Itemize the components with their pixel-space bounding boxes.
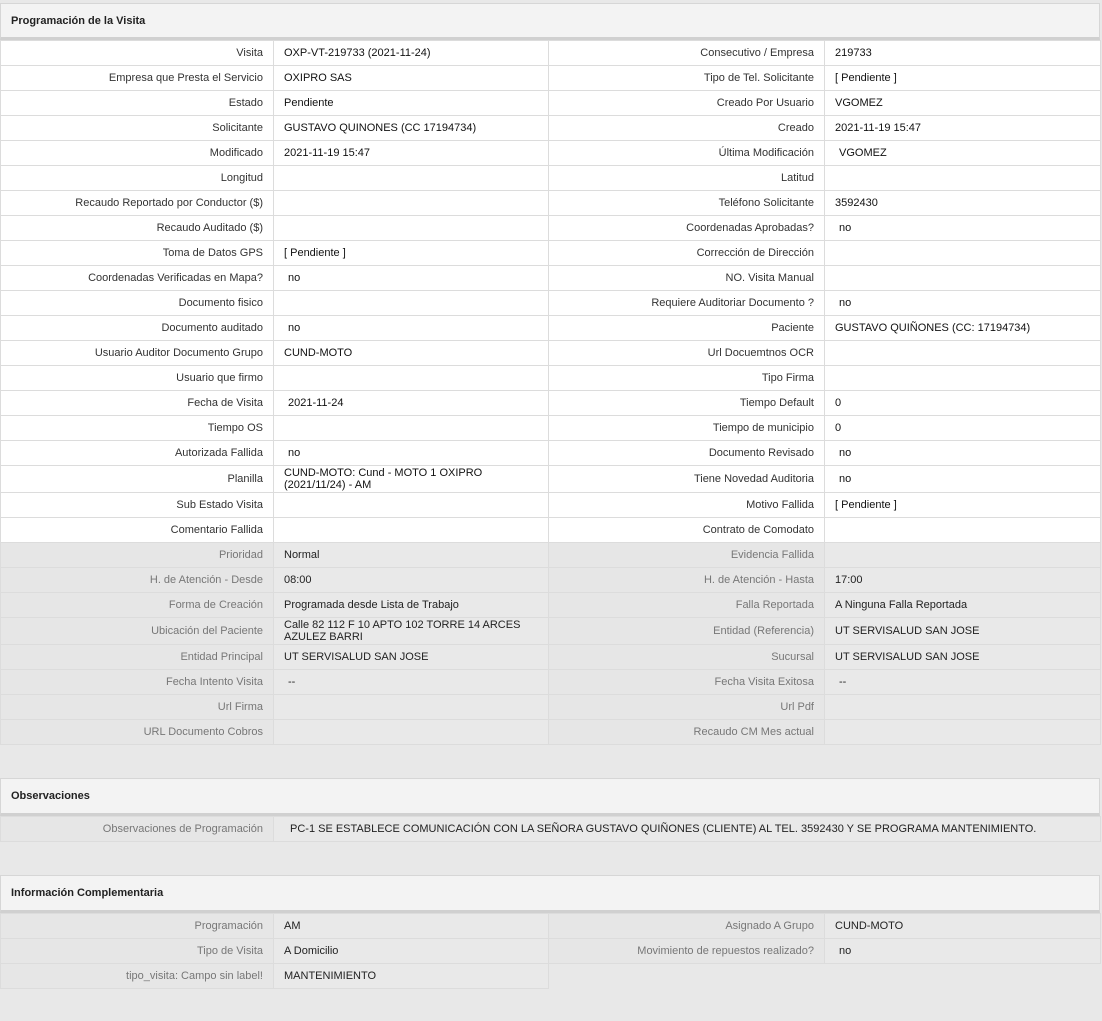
field-value bbox=[825, 695, 1101, 720]
field-label: H. de Atención - Hasta bbox=[549, 568, 825, 593]
field-label: Planilla bbox=[1, 466, 274, 493]
field-label: Coordenadas Aprobadas? bbox=[549, 216, 825, 241]
field-value: VGOMEZ bbox=[825, 91, 1101, 116]
form-row bbox=[1, 391, 1101, 416]
field-label: Tipo de Visita bbox=[1, 939, 274, 964]
field-value: no bbox=[274, 266, 549, 291]
field-value: MANTENIMIENTO bbox=[274, 964, 549, 989]
field-label: URL Documento Cobros bbox=[1, 720, 274, 745]
form-row bbox=[1, 141, 1101, 166]
field-label: Tipo Firma bbox=[549, 366, 825, 391]
form-row bbox=[1, 291, 1101, 316]
field-value bbox=[274, 493, 549, 518]
field-label: Autorizada Fallida bbox=[1, 441, 274, 466]
field-value: 0 bbox=[825, 391, 1101, 416]
field-value: -- bbox=[825, 670, 1101, 695]
field-label: Recaudo Auditado ($) bbox=[1, 216, 274, 241]
field-value: no bbox=[274, 441, 549, 466]
field-label: Movimiento de repuestos realizado? bbox=[549, 939, 825, 964]
field-label: Requiere Auditoriar Documento ? bbox=[549, 291, 825, 316]
complementaria-table bbox=[0, 913, 1101, 989]
field-label: Última Modificación bbox=[549, 141, 825, 166]
form-row bbox=[1, 466, 1101, 493]
field-label: Motivo Fallida bbox=[549, 493, 825, 518]
field-label: Sub Estado Visita bbox=[1, 493, 274, 518]
form-row bbox=[1, 266, 1101, 291]
field-value: 2021-11-19 15:47 bbox=[274, 141, 549, 166]
form-row bbox=[1, 593, 1101, 618]
field-label: Visita bbox=[1, 41, 274, 66]
form-row bbox=[1, 91, 1101, 116]
field-label: Tiempo de municipio bbox=[549, 416, 825, 441]
field-value bbox=[825, 266, 1101, 291]
field-value: no bbox=[274, 316, 549, 341]
form-row bbox=[1, 366, 1101, 391]
field-value: [ Pendiente ] bbox=[825, 493, 1101, 518]
observaciones-label: Observaciones de Programación bbox=[1, 817, 274, 842]
field-label: Prioridad bbox=[1, 543, 274, 568]
field-label: Comentario Fallida bbox=[1, 518, 274, 543]
field-value: Pendiente bbox=[274, 91, 549, 116]
field-value: VGOMEZ bbox=[825, 141, 1101, 166]
form-row bbox=[1, 41, 1101, 66]
field-label: Modificado bbox=[1, 141, 274, 166]
field-value: 3592430 bbox=[825, 191, 1101, 216]
field-value bbox=[274, 416, 549, 441]
field-label: Teléfono Solicitante bbox=[549, 191, 825, 216]
field-label: Entidad Principal bbox=[1, 645, 274, 670]
field-value: [ Pendiente ] bbox=[825, 66, 1101, 91]
field-value: no bbox=[825, 466, 1101, 493]
field-label: Empresa que Presta el Servicio bbox=[1, 66, 274, 91]
field-value: OXIPRO SAS bbox=[274, 66, 549, 91]
field-label: NO. Visita Manual bbox=[549, 266, 825, 291]
field-value bbox=[274, 216, 549, 241]
field-value: UT SERVISALUD SAN JOSE bbox=[825, 645, 1101, 670]
field-value: no bbox=[825, 441, 1101, 466]
empty-cell bbox=[825, 964, 1101, 989]
field-value: CUND-MOTO bbox=[274, 341, 549, 366]
section-header-observaciones bbox=[0, 778, 1100, 816]
field-label: Tiempo Default bbox=[549, 391, 825, 416]
form-row bbox=[1, 518, 1101, 543]
section-title-observaciones: Observaciones bbox=[11, 790, 90, 802]
field-value: Calle 82 112 F 10 APTO 102 TORRE 14 ARCES AZULEZ BARRI bbox=[274, 618, 549, 645]
empty-cell bbox=[549, 964, 825, 989]
field-label: Fecha Visita Exitosa bbox=[549, 670, 825, 695]
field-value: 08:00 bbox=[274, 568, 549, 593]
field-label: Solicitante bbox=[1, 116, 274, 141]
form-row bbox=[1, 166, 1101, 191]
field-label: Estado bbox=[1, 91, 274, 116]
field-label: tipo_visita: Campo sin label! bbox=[1, 964, 274, 989]
field-label: Tiempo OS bbox=[1, 416, 274, 441]
field-value bbox=[274, 518, 549, 543]
field-label: Toma de Datos GPS bbox=[1, 241, 274, 266]
form-row bbox=[1, 618, 1101, 645]
field-label: Creado bbox=[549, 116, 825, 141]
field-value: 2021-11-24 bbox=[274, 391, 549, 416]
form-row bbox=[1, 568, 1101, 593]
form-row bbox=[1, 416, 1101, 441]
field-value bbox=[825, 543, 1101, 568]
field-label: Documento fisico bbox=[1, 291, 274, 316]
field-label: Paciente bbox=[549, 316, 825, 341]
form-row bbox=[1, 670, 1101, 695]
field-label: Url Docuemtnos OCR bbox=[549, 341, 825, 366]
field-label: Longitud bbox=[1, 166, 274, 191]
field-label: Recaudo CM Mes actual bbox=[549, 720, 825, 745]
field-value bbox=[274, 166, 549, 191]
field-value bbox=[825, 518, 1101, 543]
form-row bbox=[1, 695, 1101, 720]
field-label: Url Pdf bbox=[549, 695, 825, 720]
field-value: CUND-MOTO: Cund - MOTO 1 OXIPRO (2021/11/24) - AM bbox=[274, 466, 549, 493]
field-label: Tipo de Tel. Solicitante bbox=[549, 66, 825, 91]
field-value bbox=[274, 695, 549, 720]
field-label: H. de Atención - Desde bbox=[1, 568, 274, 593]
field-value bbox=[274, 720, 549, 745]
field-label: Forma de Creación bbox=[1, 593, 274, 618]
field-value: 2021-11-19 15:47 bbox=[825, 116, 1101, 141]
form-row bbox=[1, 645, 1101, 670]
field-value: UT SERVISALUD SAN JOSE bbox=[274, 645, 549, 670]
field-label: Sucursal bbox=[549, 645, 825, 670]
field-value: Programada desde Lista de Trabajo bbox=[274, 593, 549, 618]
field-value: 219733 bbox=[825, 41, 1101, 66]
field-value bbox=[274, 191, 549, 216]
field-value: no bbox=[825, 216, 1101, 241]
field-label: Fecha de Visita bbox=[1, 391, 274, 416]
form-row bbox=[1, 116, 1101, 141]
field-value: GUSTAVO QUIÑONES (CC: 17194734) bbox=[825, 316, 1101, 341]
field-label: Evidencia Fallida bbox=[549, 543, 825, 568]
field-label: Falla Reportada bbox=[549, 593, 825, 618]
field-label: Programación bbox=[1, 914, 274, 939]
field-label: Ubicación del Paciente bbox=[1, 618, 274, 645]
observaciones-value: PC-1 SE ESTABLECE COMUNICACIÓN CON LA SEÑORA GUSTAVO QUIÑONES (CLIENTE) AL TEL. 3592430 Y SE PROGRAMA MANTENIMIENTO. bbox=[274, 817, 1101, 842]
field-value bbox=[825, 166, 1101, 191]
form-row bbox=[1, 66, 1101, 91]
form-row bbox=[1, 493, 1101, 518]
section-header-complementaria bbox=[0, 875, 1100, 913]
field-value: CUND-MOTO bbox=[825, 914, 1101, 939]
field-label: Documento auditado bbox=[1, 316, 274, 341]
form-row bbox=[1, 543, 1101, 568]
field-value: 0 bbox=[825, 416, 1101, 441]
field-value bbox=[274, 291, 549, 316]
field-label: Documento Revisado bbox=[549, 441, 825, 466]
field-value: A Domicilio bbox=[274, 939, 549, 964]
field-value: -- bbox=[274, 670, 549, 695]
section-title-programacion: Programación de la Visita bbox=[11, 14, 146, 27]
field-label: Corrección de Dirección bbox=[549, 241, 825, 266]
field-value bbox=[274, 366, 549, 391]
field-value: UT SERVISALUD SAN JOSE bbox=[825, 618, 1101, 645]
form-row bbox=[1, 316, 1101, 341]
form-row bbox=[1, 216, 1101, 241]
field-label: Asignado A Grupo bbox=[549, 914, 825, 939]
field-value: [ Pendiente ] bbox=[274, 241, 549, 266]
field-value bbox=[825, 366, 1101, 391]
section-title-complementaria: Información Complementaria bbox=[11, 887, 164, 899]
form-row bbox=[1, 341, 1101, 366]
field-value: A Ninguna Falla Reportada bbox=[825, 593, 1101, 618]
field-value: AM bbox=[274, 914, 549, 939]
field-value bbox=[825, 341, 1101, 366]
field-label: Recaudo Reportado por Conductor ($) bbox=[1, 191, 274, 216]
form-row bbox=[1, 191, 1101, 216]
field-label: Consecutivo / Empresa bbox=[549, 41, 825, 66]
field-value: Normal bbox=[274, 543, 549, 568]
field-label: Contrato de Comodato bbox=[549, 518, 825, 543]
field-value: no bbox=[825, 939, 1101, 964]
field-value: no bbox=[825, 291, 1101, 316]
section-header-programacion bbox=[0, 3, 1100, 40]
field-label: Entidad (Referencia) bbox=[549, 618, 825, 645]
field-label: Tiene Novedad Auditoria bbox=[549, 466, 825, 493]
programacion-table bbox=[0, 40, 1101, 745]
field-label: Latitud bbox=[549, 166, 825, 191]
field-label: Creado Por Usuario bbox=[549, 91, 825, 116]
field-label: Usuario Auditor Documento Grupo bbox=[1, 341, 274, 366]
form-row bbox=[1, 241, 1101, 266]
form-row bbox=[1, 720, 1101, 745]
field-label: Url Firma bbox=[1, 695, 274, 720]
field-value: GUSTAVO QUINONES (CC 17194734) bbox=[274, 116, 549, 141]
form-row bbox=[1, 441, 1101, 466]
field-label: Usuario que firmo bbox=[1, 366, 274, 391]
field-value: OXP-VT-219733 (2021-11-24) bbox=[274, 41, 549, 66]
field-value: 17:00 bbox=[825, 568, 1101, 593]
field-value bbox=[825, 720, 1101, 745]
field-value bbox=[825, 241, 1101, 266]
observaciones-table bbox=[0, 816, 1101, 842]
field-label: Fecha Intento Visita bbox=[1, 670, 274, 695]
field-label: Coordenadas Verificadas en Mapa? bbox=[1, 266, 274, 291]
